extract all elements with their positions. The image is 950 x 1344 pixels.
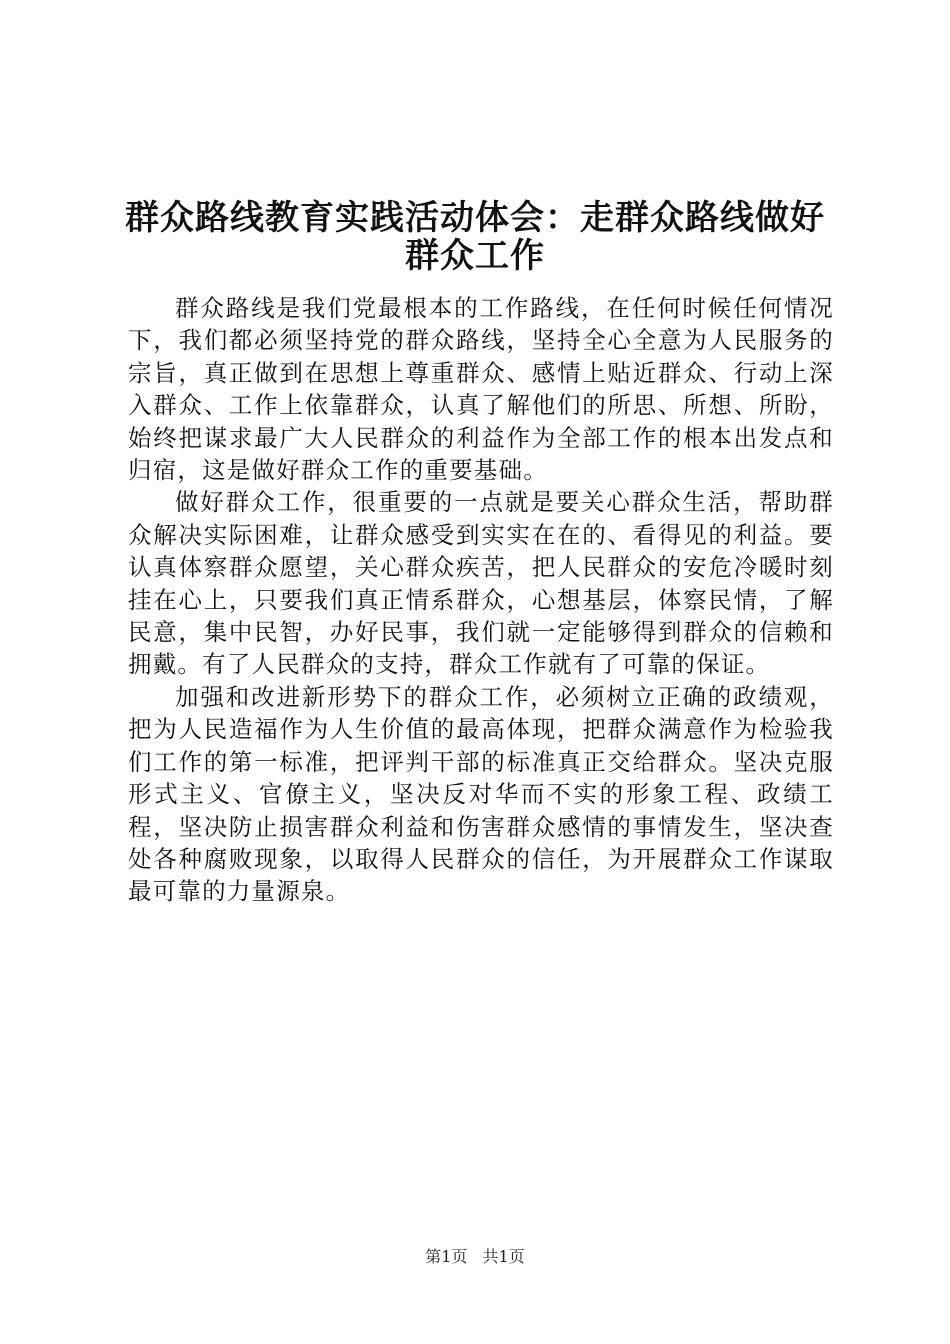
paragraph-3: 加强和改进新形势下的群众工作，必须树立正确的政绩观，把为人民造福作为人生价值的最高体现，把群众满意作为检验我们工作的第一标准，把评判干部的标准真正交给群众。坚决克服形式主义、官僚主义，坚决反对华而不实的形象工程、政绩工程，坚决防止损害群众利益和伤害群众感情的事情发生，坚决查处各种腐败现象，以取得人民群众的信任，为开展群众工作谋取最可靠的力量源泉。: [128, 682, 834, 906]
paragraph-1: 群众路线是我们党最根本的工作路线，在任何时候任何情况下，我们都必须坚持党的群众路线，坚持全心全意为人民服务的宗旨，真正做到在思想上尊重群众、感情上贴近群众、行动上深入群众、工作上依靠群众，认真了解他们的所思、所想、所盼，始终把谋求最广大人民群众的利益作为全部工作的根本出发点和归宿，这是做好群众工作的重要基础。: [128, 294, 834, 485]
paragraph-2: 做好群众工作，很重要的一点就是要关心群众生活，帮助群众解决实际困难，让群众感受到实实在在的、看得见的利益。要认真体察群众愿望，关心群众疾苦，把人民群众的安危冷暖时刻挂在心上，只要我们真正情系群众，心想基层，体察民情，了解民意，集中民智，办好民事，我们就一定能够得到群众的信赖和拥戴。有了人民群众的支持，群众工作就有了可靠的保证。: [128, 488, 834, 679]
document-title-line-2: 群众工作: [405, 236, 545, 276]
page-number-total: 共1页: [482, 1247, 525, 1266]
document-title-line-1: 群众路线教育实践活动体会：走群众路线做好: [125, 198, 825, 238]
document-body: [128, 292, 834, 908]
page-footer: [0, 1244, 950, 1267]
page-number-current: 第1页: [425, 1247, 468, 1266]
